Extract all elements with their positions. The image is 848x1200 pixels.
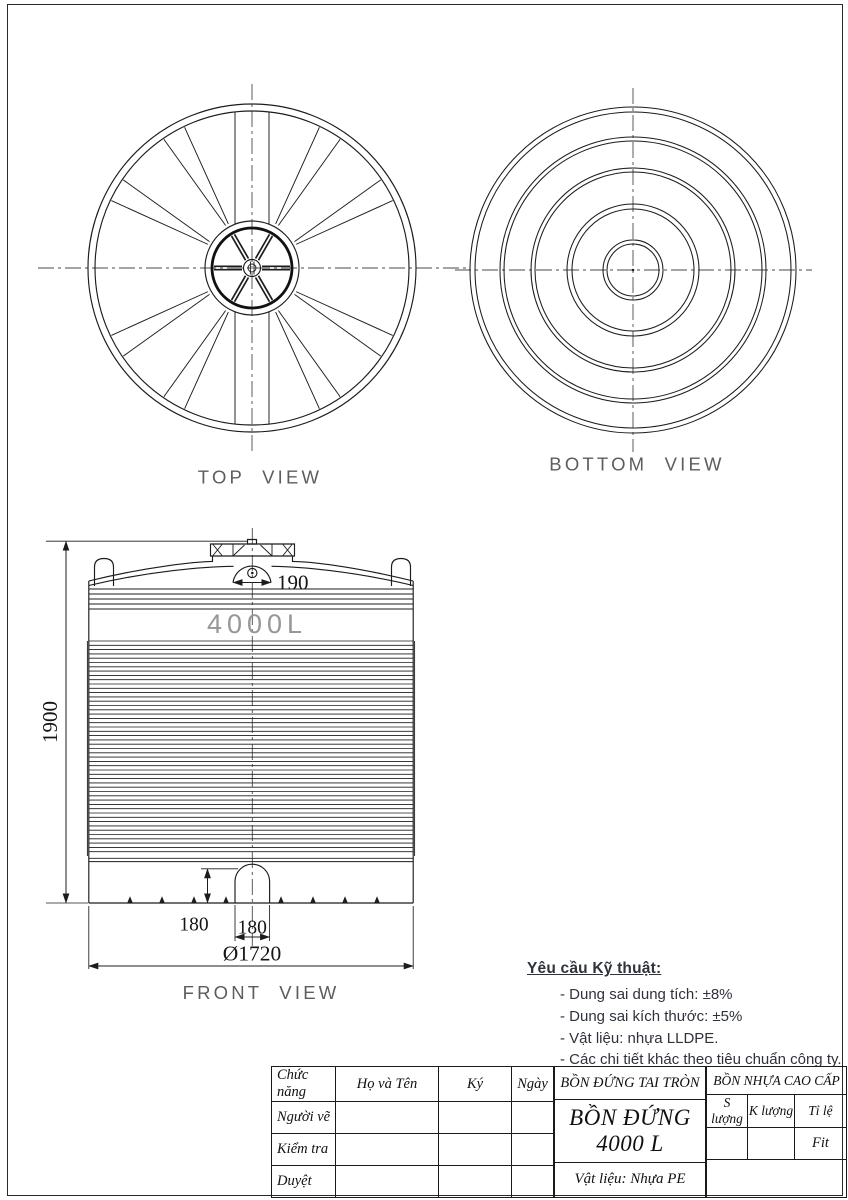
empty-cell	[748, 1128, 795, 1159]
empty-cell	[512, 1166, 554, 1198]
front-view-label: FRONT VIEW	[182, 982, 340, 1003]
tank-dome	[89, 561, 413, 585]
header-date: Ngày	[512, 1067, 554, 1102]
table-row	[272, 1102, 554, 1134]
header-quantity: S lượng	[707, 1095, 748, 1128]
header-scale: Tỉ lệ	[795, 1095, 847, 1128]
tech-requirement-item: - Vật liệu: nhựa LLDPE.	[560, 1029, 719, 1047]
table-row	[272, 1067, 554, 1102]
tech-requirement-item: - Dung sai dung tích: ±8%	[560, 986, 733, 1003]
top-view-label: TOP VIEW	[197, 466, 323, 488]
product-title-table	[554, 1066, 706, 1198]
empty-cell	[336, 1134, 439, 1166]
role-checker: Kiểm tra	[272, 1134, 336, 1166]
front-view-drawing	[38, 528, 415, 969]
table-row	[707, 1095, 847, 1128]
dim-1900: 1900	[38, 701, 62, 743]
product-type: BỒN ĐỨNG TAI TRÒN	[555, 1067, 706, 1100]
dim-diameter-1720: Ø1720	[222, 941, 282, 966]
product-title: BỒN ĐỨNG 4000 L	[555, 1100, 706, 1163]
role-drafter: Người vẽ	[272, 1102, 336, 1134]
role-approver: Duyệt	[272, 1166, 336, 1198]
empty-cell	[439, 1134, 512, 1166]
table-row	[272, 1166, 554, 1198]
technical-requirements	[527, 960, 842, 1071]
empty-cell	[336, 1102, 439, 1134]
material-spec: Vật liệu: Nhựa PE	[555, 1162, 706, 1197]
dimension-annotations	[38, 541, 413, 969]
empty-cell	[512, 1102, 554, 1134]
company-name: BỒN NHỰA CAO CẤP	[707, 1067, 847, 1095]
dim-180-width: 180	[237, 917, 267, 939]
table-row	[707, 1128, 847, 1159]
empty-cell	[439, 1166, 512, 1198]
scale-value: Fit	[795, 1128, 847, 1159]
tech-requirement-item: - Các chi tiết khác theo tiêu chuẩn công ty.	[560, 1051, 842, 1069]
tech-requirements-heading: Yêu cầu Kỹ thuật:	[527, 960, 662, 977]
top-view-drawing	[38, 84, 466, 452]
header-mass: K lượng	[748, 1095, 795, 1128]
bottom-view-drawing	[455, 88, 812, 452]
table-row	[272, 1134, 554, 1166]
empty-cell	[707, 1128, 748, 1159]
right-handle	[392, 559, 411, 587]
bottom-view-label: BOTTOM VIEW	[549, 453, 725, 475]
empty-cell	[439, 1102, 512, 1134]
floor-tick-marks	[127, 896, 380, 903]
header-name: Họ và Tên	[336, 1067, 439, 1102]
empty-cell	[707, 1159, 847, 1197]
title-block	[271, 1066, 847, 1198]
tech-requirement-item: - Dung sai kích thước: ±5%	[560, 1007, 743, 1025]
header-role: Chức năng	[272, 1067, 336, 1102]
empty-cell	[512, 1134, 554, 1166]
header-sign: Ký	[439, 1067, 512, 1102]
dim-180-height: 180	[179, 914, 209, 936]
inlet-fitting	[233, 566, 271, 582]
approval-table	[271, 1066, 554, 1198]
capacity-label: 4000L	[206, 609, 308, 639]
company-table	[706, 1066, 847, 1198]
empty-cell	[336, 1166, 439, 1198]
dim-190: 190	[277, 570, 309, 595]
